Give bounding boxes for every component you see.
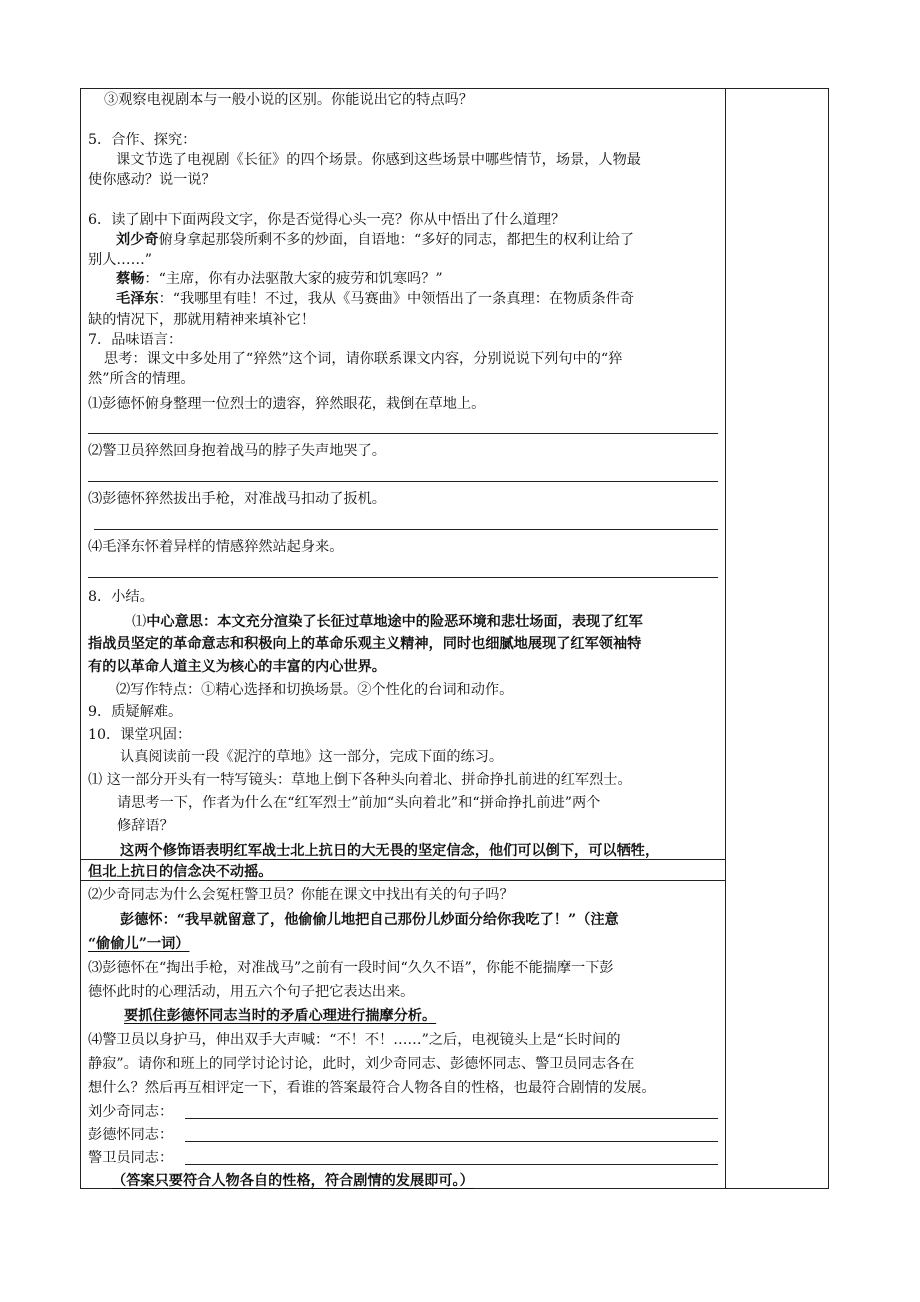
fill-label: 警卫员同志： [88, 1150, 174, 1166]
question-item: ⑵少奇同志为什么会冤枉警卫员？你能在课文中找出有关的句子吗？ [88, 887, 514, 903]
summary-line: ⑵写作特点：①精心选择和切换场景。②个性化的台词和动作。 [116, 682, 514, 698]
text-line: 使你感动？说一说？ [88, 172, 216, 188]
text-line: 缺的情况下，那就用精神来填补它！ [88, 312, 316, 328]
section-heading: 9．质疑解难。 [88, 704, 183, 720]
answer-text: 但北上抗日的信念决不动摇。 [88, 864, 273, 880]
question-item: ⑴彭德怀俯身整理一位烈士的遗容，猝然眼花，栽倒在草地上。 [88, 396, 486, 412]
answer-underline [80, 859, 725, 860]
summary-line [132, 613, 643, 631]
speaker-name: 毛泽东 [116, 291, 159, 307]
section-heading: 6．读了剧中下面两段文字，你是否觉得心头一亮？你从中悟出了什么道理？ [88, 212, 566, 228]
question-item: ⑷毛泽东怀着异样的情感猝然站起身来。 [88, 539, 344, 555]
dialogue-text: ：“主席，你有办法驱散大家的疲劳和饥寒吗？” [144, 271, 443, 287]
answer-underline [80, 880, 725, 881]
answer-text: 要抓住彭德怀同志当时的矛盾心理进行揣摩分析。 [124, 1008, 437, 1024]
text-line: 想什么？然后再互相评定一下，看谁的答案最符合人物各自的性格，也最符合剧情的发展。 [88, 1080, 656, 1096]
fill-line [185, 1164, 718, 1165]
fill-label: 彭德怀同志： [88, 1127, 174, 1143]
question-item: ⑴ 这一部分开头有一特写镜头：草地上倒下各种头向着北、拼命挣扎前进的红军烈士。 [88, 772, 632, 788]
speaker-name: 刘少奇 [116, 232, 159, 248]
fill-label: 刘少奇同志： [88, 1104, 174, 1120]
speaker-name: 蔡畅 [116, 271, 145, 287]
question-item: ⑷警卫员以身护马，伸出双手大声喊：“不！不！……”之后，电视镜头上是“长时间的 [88, 1032, 621, 1048]
text-line: 思考：课文中多处用了“猝然”这个词，请你联系课文内容，分别说说下列句中的“猝 [104, 351, 623, 367]
dialogue-text: ：“我哪里有哇！不过，我从《马赛曲》中领悟出了一条真理：在物质条件奇 [158, 291, 635, 307]
section-heading: 5．合作、探究： [88, 132, 197, 148]
fill-line [185, 1118, 718, 1119]
dialogue-line [116, 290, 634, 308]
summary-text: 中心意思：本文充分渲染了长征过草地途中的险恶环境和悲壮场面，表现了红军 [146, 614, 643, 630]
section-heading: 8．小结。 [88, 589, 154, 605]
text-line: 别人……” [88, 252, 153, 268]
text-line: 修辞语？ [117, 818, 174, 834]
question-item: ⑶彭德怀猝然拔出手枪，对准战马扣动了扳机。 [88, 491, 386, 507]
text-line: 请思考一下，作者为什么在“红军烈士”前加“头向着北”和“拼命挣扎前进”两个 [117, 795, 601, 811]
answer-text: “偷偷儿”一词） [88, 936, 190, 952]
column-divider [725, 88, 726, 1189]
dialogue-line [116, 270, 443, 288]
answer-text: 这两个修饰语表明红军战士北上抗日的大无畏的坚定信念，他们可以倒下，可以牺牲， [120, 843, 660, 859]
text-line: ③观察电视剧本与一般小说的区别。你能说出它的特点吗？ [104, 92, 473, 108]
fill-line [185, 1141, 718, 1142]
text-line: 课文节选了电视剧《长征》的四个场景。你感到这些场景中哪些情节，场景，人物最 [116, 152, 641, 168]
summary-line: 有的以革命人道主义为核心的丰富的内心世界。 [88, 659, 386, 675]
answer-line [88, 481, 718, 482]
question-item: ⑵警卫员猝然回身抱着战马的脖子失声地哭了。 [88, 443, 386, 459]
section-heading: 7．品味语言： [88, 332, 183, 348]
dialogue-text: 俯身拿起那袋所剩不多的炒面，自语地：“多好的同志，都把生的权利让给了 [158, 232, 635, 248]
item-number: ⑴ [132, 614, 147, 630]
summary-line: 指战员坚定的革命意志和积极向上的革命乐观主义精神，同时也细腻地展现了红军领袖特 [88, 636, 642, 652]
text-line: 认真阅读前一段《泥泞的草地》这一部分，完成下面的练习。 [120, 749, 504, 765]
answer-text: 彭德怀：“我早就留意了，他偷偷儿地把自己那份儿炒面分给你我吃了！”（注意 [120, 912, 619, 928]
answer-line [88, 433, 718, 434]
text-line: 静寂”。请你和班上的同学讨论讨论，此时，刘少奇同志、彭德怀同志、警卫员同志各在 [88, 1056, 635, 1072]
text-line: 然”所含的情理。 [88, 371, 195, 387]
dialogue-line [116, 231, 634, 249]
section-heading: 10．课堂巩固： [88, 727, 192, 743]
answer-note: （答案只要符合人物各自的性格，符合剧情的发展即可。） [112, 1173, 474, 1189]
text-line: 德怀此时的心理活动，用五六个句子把它表达出来。 [88, 984, 415, 1000]
answer-line [88, 577, 718, 578]
question-item: ⑶彭德怀在“掏出手枪，对准战马”之前有一段时间“久久不语”，你能不能揣摩一下彭 [88, 960, 614, 976]
answer-line [94, 529, 718, 530]
